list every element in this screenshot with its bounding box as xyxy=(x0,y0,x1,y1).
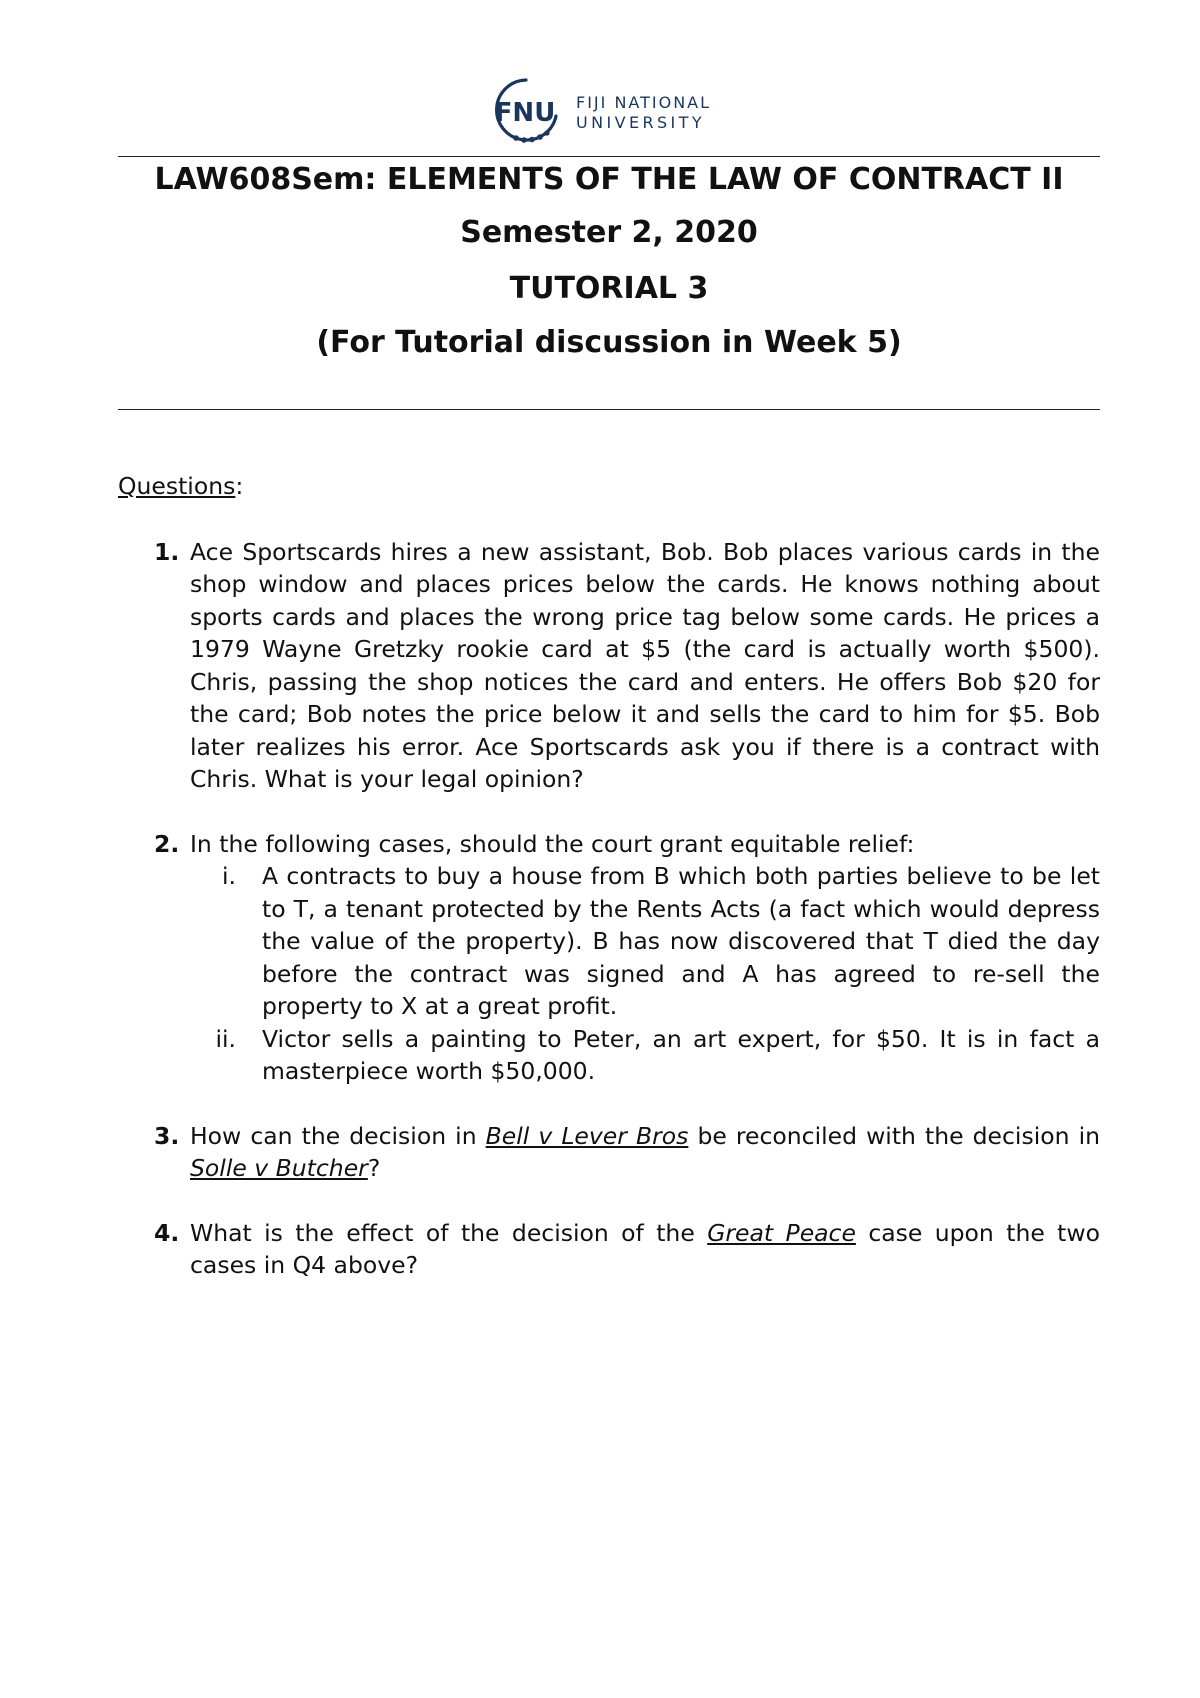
sub-question-numeral: ii. xyxy=(215,1024,236,1053)
question-number: 1. xyxy=(154,537,180,566)
question-text-part: be reconciled with the decision in xyxy=(688,1121,1100,1150)
question-intro: In the following cases, should the court grant equitable relief: xyxy=(190,829,915,858)
case-citation: Great Peace xyxy=(707,1218,856,1247)
question-3 xyxy=(118,1120,1100,1185)
sub-question-text: Victor sells a painting to Peter, an art expert, for $50. It is in fact a masterpiece worth $50,000. xyxy=(262,1024,1100,1085)
case-citation: Bell v Lever Bros xyxy=(485,1121,689,1150)
logo-line-2: UNIVERSITY xyxy=(576,113,705,132)
question-number: 3. xyxy=(154,1121,180,1150)
logo-initials: FNU xyxy=(494,98,556,128)
question-1 xyxy=(118,536,1100,796)
tutorial-heading: TUTORIAL 3 xyxy=(509,271,709,306)
sub-question-numeral: i. xyxy=(222,862,236,890)
fnu-logo xyxy=(484,76,724,146)
question-text-part: How can the decision in xyxy=(190,1121,486,1150)
case-citation: Solle v Butcher xyxy=(190,1154,368,1182)
semester-heading: Semester 2, 2020 xyxy=(460,215,758,250)
question-text-part: ? xyxy=(367,1154,381,1182)
question-text-part: case upon the two cases in Q4 above? xyxy=(190,1218,1100,1279)
question-number: 2. xyxy=(154,829,180,858)
question-2 xyxy=(118,828,1100,1088)
question-text-part: What is the effect of the decision of the xyxy=(190,1218,708,1247)
logo-line-1: FIJI NATIONAL xyxy=(576,93,712,112)
sub-question-text: A contracts to buy a house from B which both parties believe to be let to T, a tenant protected by the Rents Acts (a fact which would depress the value of the property). B has now discovered that T died the day before the contract was signed and A has agreed to re-sell the property to X at a great profit. xyxy=(262,862,1100,1020)
question-4 xyxy=(118,1217,1100,1282)
questions-label-text: Questions xyxy=(118,472,236,500)
header-bottom-rule xyxy=(118,409,1100,410)
discussion-note: (For Tutorial discussion in Week 5) xyxy=(316,325,902,360)
logo-wordmark xyxy=(576,93,711,133)
sub-question-list xyxy=(190,860,1100,1088)
title-block xyxy=(118,156,1100,363)
course-title: LAW608Sem: ELEMENTS OF THE LAW OF CONTRACT II xyxy=(154,162,1064,197)
question-number: 4. xyxy=(154,1218,180,1247)
sub-question-ii xyxy=(190,1023,1100,1088)
questions-label xyxy=(118,470,1100,503)
questions-section xyxy=(118,470,1100,1314)
question-list xyxy=(118,536,1100,1282)
fnu-logo-emblem xyxy=(484,76,574,146)
questions-label-colon: : xyxy=(235,472,244,500)
question-text: Ace Sportscards hires a new assistant, Bob. Bob places various cards in the shop window and places prices below the cards. He knows nothing about sports cards and places the wrong price tag below some cards. He prices a 1979 Wayne Gretzky rookie card at $5 (the card is actually worth $500). Chris, passing the shop notices the card and enters. He offers Bob $20 for the card; Bob notes the price below it and sells the card to him for $5. Bob later realizes his error. Ace Sportscards ask you if there is a contract with Chris. What is your legal opinion? xyxy=(190,537,1100,793)
sub-question-i xyxy=(190,860,1100,1023)
